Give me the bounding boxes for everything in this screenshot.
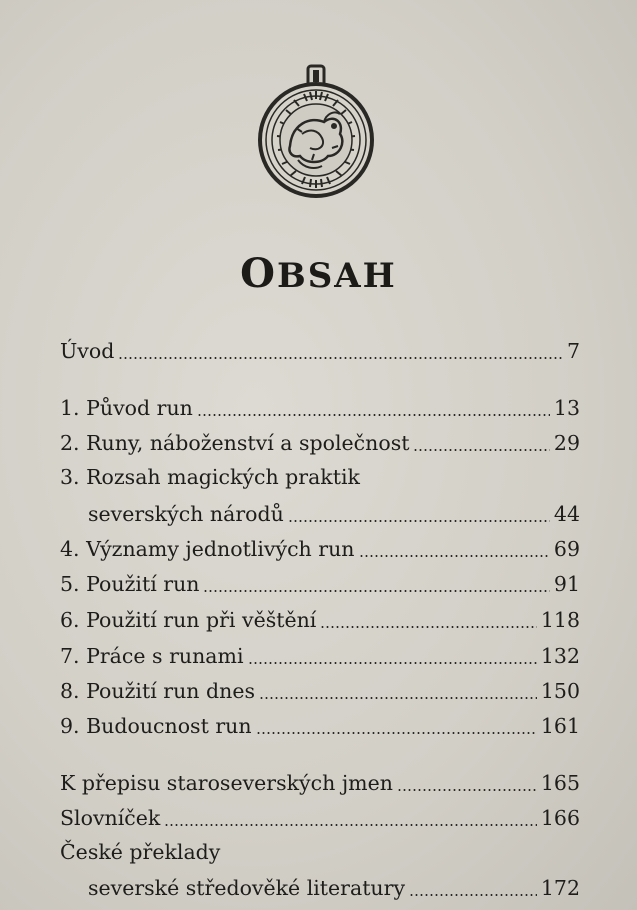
toc-entry-page: 172 — [540, 876, 580, 900]
toc-entry-page: 69 — [553, 537, 580, 561]
toc-entry-chapter-8 — [60, 674, 580, 708]
toc-entry-label: Práce s runami — [86, 644, 244, 668]
toc-entry-page: 166 — [540, 806, 580, 830]
dot-leader — [413, 449, 549, 451]
toc-entry-chapter-3-line-1 — [60, 460, 580, 494]
toc-entry-chapter-7 — [60, 639, 580, 673]
dot-leader — [248, 662, 537, 664]
toc-entry-label: Slovníček — [60, 806, 161, 830]
toc-entry-page: 165 — [540, 771, 580, 795]
toc-entry-label: Původ run — [86, 396, 193, 420]
toc-entry-chapter-9 — [60, 709, 580, 743]
page-title: OBSAH — [240, 250, 397, 297]
dot-leader — [288, 520, 550, 522]
toc-entry-chapter-4 — [60, 532, 580, 566]
toc-entry-label: Budoucnost run — [86, 714, 252, 738]
toc-entry-page: 13 — [553, 396, 580, 420]
chapter-number: 5. — [60, 572, 80, 596]
chapter-number: 2. — [60, 431, 80, 455]
toc-entry-glossary — [60, 801, 580, 835]
toc-entry-chapter-1 — [60, 391, 580, 425]
chapter-number: 6. — [60, 608, 80, 632]
dot-leader — [409, 894, 537, 896]
toc-entry-chapter-3-line-2 — [60, 497, 580, 531]
dot-leader — [164, 824, 537, 826]
toc-entry-label: Úvod — [60, 339, 115, 363]
toc-entry-label: České překlady — [60, 840, 221, 864]
toc-entry-chapter-6 — [60, 603, 580, 637]
dot-leader — [203, 590, 549, 592]
toc-entry-page: 118 — [540, 608, 580, 632]
toc-entry-translations-line-2 — [60, 871, 580, 905]
toc-entry-page: 161 — [540, 714, 580, 738]
dot-leader — [197, 414, 550, 416]
chapter-number: 1. — [60, 396, 80, 420]
toc-entry-page: 29 — [553, 431, 580, 455]
dot-leader — [359, 555, 550, 557]
toc-entry-label: Významy jednotlivých run — [86, 537, 355, 561]
runic-medallion-icon — [252, 64, 380, 200]
toc-entry-translations-line-1 — [60, 835, 580, 869]
toc-entry-label-continued: severské středověké literatury — [88, 876, 406, 900]
toc-entry-label: Použití run — [86, 572, 200, 596]
dot-leader — [118, 357, 563, 359]
toc-entry-chapter-5 — [60, 567, 580, 601]
dot-leader — [256, 732, 537, 734]
toc-entry-chapter-2 — [60, 426, 580, 460]
chapter-number: 8. — [60, 679, 80, 703]
toc-entry-transcription — [60, 766, 580, 800]
toc-entry-label: Použití run při věštění — [86, 608, 317, 632]
toc-entry-label: Runy, náboženství a společnost — [86, 431, 410, 455]
dot-leader — [259, 697, 537, 699]
toc-entry-label: K přepisu staroseverských jmen — [60, 771, 393, 795]
toc-entry-page: 7 — [566, 339, 580, 363]
toc-entry-label: Použití run dnes — [86, 679, 255, 703]
chapter-number: 3. — [60, 465, 80, 489]
toc-entry-page: 132 — [540, 644, 580, 668]
toc-entry-page: 44 — [553, 502, 580, 526]
chapter-number: 7. — [60, 644, 80, 668]
toc-entry-page: 91 — [553, 572, 580, 596]
dot-leader — [320, 626, 537, 628]
dot-leader — [397, 789, 537, 791]
chapter-number: 9. — [60, 714, 80, 738]
toc-entry-label-continued: severských národů — [88, 502, 284, 526]
toc-entry-label: Rozsah magických praktik — [86, 465, 360, 489]
toc-entry-intro — [60, 334, 580, 368]
chapter-number: 4. — [60, 537, 80, 561]
toc-entry-page: 150 — [540, 679, 580, 703]
